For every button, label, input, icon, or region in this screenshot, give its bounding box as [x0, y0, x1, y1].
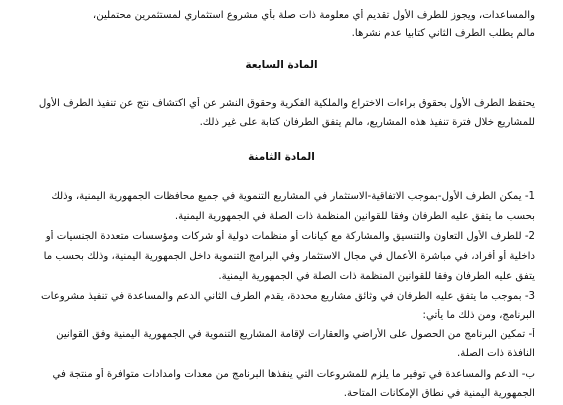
paragraph-line: 1- يمكن الطرف الأول-بموجب الاتفاقية-الاستثمار في المشاريع التنموية في جميع محافظات الجمهورية اليمنية، وذلك	[51, 191, 535, 202]
paragraph-line: يتفق عليه الطرفان وفقا للقوانين المنظمة ذات الصلة في الجمهورية اليمنية.	[218, 271, 535, 282]
paragraph-line: والمساعدات، ويجوز للطرف الأول تقديم أي معلومة ذات صلة بأي مشروع استثماري لمستثمرين محتملين،	[92, 10, 535, 21]
paragraph-line: البرنامج، ومن ذلك ما يأتي:	[422, 310, 535, 321]
paragraph-line: بحسب ما يتفق عليه الطرفان وفقا للقوانين المنظمة ذات الصلة في الجمهورية اليمنية.	[174, 211, 535, 222]
paragraph-line: أ- تمكين البرنامج من الحصول على الأراضي والعقارات لإقامة المشاريع التنموية في الجمهورية اليمنية وفق القوانين	[56, 329, 535, 340]
paragraph-line: النافذة ذات الصلة.	[457, 348, 535, 359]
paragraph-line: داخلية أو أفراد، في مباشرة الأعمال في مجال الاستثمار وفي البرامج التنموية داخل الجمهورية اليمنية، وذلك بحسب ما	[43, 251, 535, 262]
paragraph-line: 2- للطرف الأول التعاون والتنسيق والمشاركة مع كيانات أو منظمات دولية أو شركات ومؤسسات متعددة الجنسيات أو	[45, 231, 535, 242]
paragraph-line: مالم يطلب الطرف الثاني كتابيا عدم نشرها.	[351, 28, 535, 39]
paragraph-line: يحتفظ الطرف الأول بحقوق براءات الاختراع والملكية الفكرية وحقوق النشر عن أي اكتشاف نتج عن تنفيذ الطرف الأول	[38, 98, 535, 109]
paragraph-line: الجمهورية اليمنية في نطاق الإمكانات المتاحة.	[343, 388, 535, 399]
paragraph-line: ب- الدعم والمساعدة في توفير ما يلزم للمشروعات التي ينفذها البرنامج من معدات وامدادات متوافرة أو منتجة في	[52, 369, 535, 380]
paragraph-line: للمشاريع خلال فترة تنفيذ هذه المشاريع، مالم يتفق الطرفان كتابة على غير ذلك.	[199, 117, 535, 128]
paragraph-line: 3- بموجب ما يتفق عليه الطرفان في وثائق مشاريع محددة، يقدم الطرف الثاني الدعم والمساعدة في تنفيذ مشروعات	[41, 291, 535, 302]
article-7-title: المادة السابعة	[245, 59, 318, 71]
article-8-title: المادة الثامنة	[248, 151, 315, 163]
